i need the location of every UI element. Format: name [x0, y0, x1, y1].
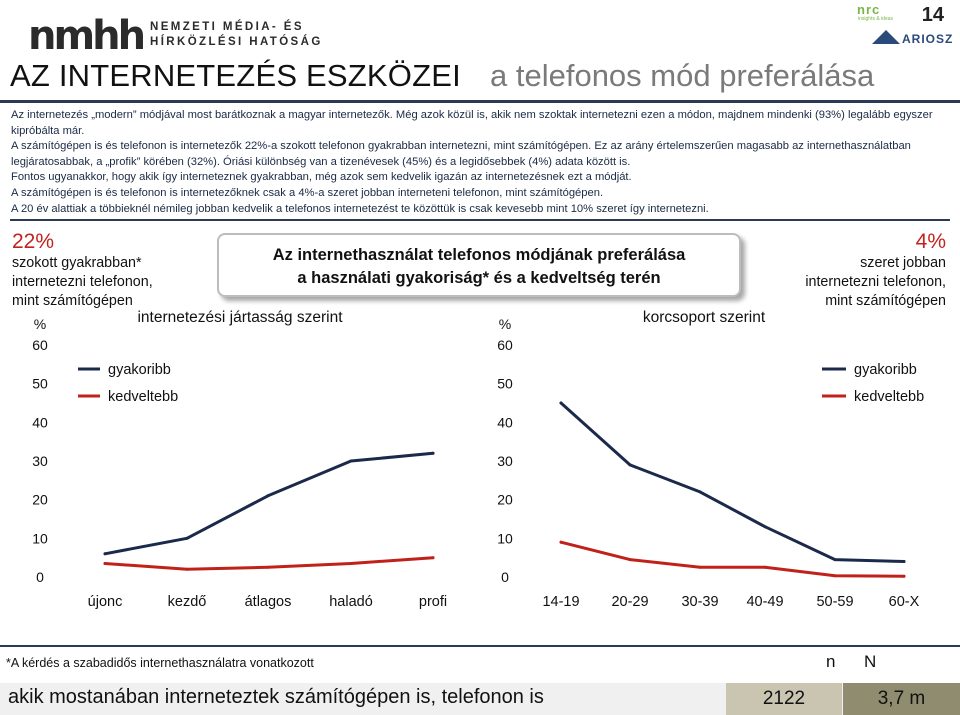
right-stat-value: 4%: [915, 230, 946, 253]
y-tick-label: 40: [32, 414, 48, 431]
legend-label-kedveltebb: kedveltebb: [108, 389, 179, 405]
x-category-label: újonc: [87, 594, 123, 610]
x-category-label: haladó: [329, 594, 373, 610]
ariosz-logo-icon: [872, 30, 900, 44]
left-stat-line-2: internetezni telefonon,: [12, 274, 153, 290]
right-stat-line-3: mint számítógépen: [825, 293, 946, 309]
y-axis-unit-label: %: [33, 316, 47, 332]
data-point-gyakoribb: [104, 552, 107, 555]
y-tick-label: 40: [497, 414, 513, 431]
description-para-1: Az internetezés „modern” módjával most barátkoznak a magyar internetezők. Még azok közül is, akik nem szoktak internetezni ezen a módon, majdnem mindenki (93%) legalább egyszer kipróbálta már.: [11, 109, 933, 137]
right-stat: [805, 230, 946, 311]
x-category-label: átlagos: [244, 594, 292, 610]
description-para-4: A számítógépen is és telefonon is internetezőknek csak a 4%-a szeret jobban interneteni telefonon, mint számítógépen.: [11, 186, 604, 199]
chart-heading-box: [217, 233, 741, 297]
title-divider: [0, 100, 960, 103]
y-tick-label: 50: [497, 375, 513, 392]
data-point-kedveltebb: [560, 541, 563, 544]
nrc-logo-sub: insights & ideas: [858, 16, 894, 22]
data-point-kedveltebb: [629, 558, 632, 561]
chart-experience: [32, 309, 447, 610]
page-number: 14: [921, 4, 944, 26]
population-N-label: N: [864, 652, 877, 671]
nrc-logo: nrc: [857, 2, 881, 17]
y-tick-label: 20: [497, 491, 513, 508]
data-point-kedveltebb: [432, 556, 435, 559]
description-para-5: A 20 év alattiak a többieknél némileg jobban kedvelik a telefonos internetezést te közöttük is csak kevesebb mint 10% szeret így internetezni.: [11, 202, 709, 215]
data-point-kedveltebb: [186, 568, 189, 571]
page-title: AZ INTERNETEZÉS ESZKÖZEI: [10, 58, 461, 93]
data-point-gyakoribb: [699, 490, 702, 493]
footnote: *A kérdés a szabadidős internethasználatra vonatkozott: [6, 656, 314, 670]
x-category-label: 60-X: [888, 594, 920, 610]
legend-label-gyakoribb: gyakoribb: [854, 362, 917, 378]
description-divider: [10, 219, 950, 221]
data-point-gyakoribb: [267, 494, 270, 497]
charts-canvas: [0, 300, 960, 620]
data-point-gyakoribb: [903, 560, 906, 563]
left-stat-line-1: szokott gyakrabban*: [12, 255, 142, 271]
chart-heading-line-2: a használati gyakoriság* és a kedveltség terén: [297, 269, 661, 287]
logo-line-2: HÍRKÖZLÉSI HATÓSÁG: [150, 36, 323, 48]
data-point-kedveltebb: [267, 566, 270, 569]
ariosz-logo: ARIOSZ: [902, 32, 954, 46]
data-point-kedveltebb: [699, 566, 702, 569]
x-category-label: profi: [418, 594, 448, 610]
y-tick-label: 20: [32, 491, 48, 508]
y-tick-label: 10: [497, 530, 513, 547]
x-category-label: 40-49: [746, 594, 784, 610]
data-point-kedveltebb: [764, 566, 767, 569]
description-para-2: A számítógépen is és telefonon is internetezők 22%-a szokott telefonon gyakrabban internetezni, mint számítógépen. Ez az arány értelemszerűen magasabb az internethasználatban legjáratosabbak, a „profik” körében (32%). Óriási különbség van a tizenévesek (45%) és a legidősebbek (4%) adata között is.: [11, 140, 911, 168]
sample-n-value: 2122: [726, 683, 842, 715]
left-stat-line-3: mint számítógépen: [12, 293, 133, 309]
footer-divider: [0, 645, 960, 647]
x-category-label: 30-39: [681, 594, 719, 610]
data-point-gyakoribb: [764, 525, 767, 528]
data-point-gyakoribb: [186, 537, 189, 540]
y-tick-label: 50: [32, 375, 48, 392]
chart-age-group: [497, 309, 924, 610]
description-text: [11, 108, 951, 217]
left-stat-value: 22%: [12, 230, 55, 253]
x-category-label: 50-59: [816, 594, 854, 610]
y-tick-label: 0: [501, 569, 509, 585]
data-point-kedveltebb: [104, 562, 107, 565]
right-stat-line-1: szeret jobban: [860, 255, 946, 271]
base-description: akik mostanában interneteztek számítógépen is, telefonon is: [8, 686, 544, 708]
left-stat: [12, 230, 153, 311]
y-tick-label: 60: [497, 337, 513, 353]
nmhh-logo: nmhh: [28, 13, 144, 59]
right-stat-line-2: internetezni telefonon,: [805, 274, 946, 290]
data-point-gyakoribb: [350, 460, 353, 463]
x-category-label: 14-19: [542, 594, 580, 610]
data-point-kedveltebb: [903, 575, 906, 578]
data-point-gyakoribb: [432, 452, 435, 455]
data-point-gyakoribb: [560, 402, 563, 405]
y-tick-label: 60: [32, 337, 48, 353]
series-line-gyakoribb: [561, 403, 904, 562]
data-point-kedveltebb: [834, 574, 837, 577]
x-category-label: kezdő: [167, 594, 207, 610]
chart-heading-line-1: Az internethasználat telefonos módjának preferálása: [272, 246, 686, 264]
y-tick-label: 10: [32, 530, 48, 547]
data-point-gyakoribb: [834, 558, 837, 561]
legend-label-kedveltebb: kedveltebb: [854, 389, 925, 405]
y-tick-label: 0: [36, 569, 44, 585]
description-para-3: Fontos ugyanakkor, hogy akik így interneteznek gyakrabban, még azok sem kedvelik igazán az internetezésnek ezt a módját.: [11, 171, 632, 184]
legend-label-gyakoribb: gyakoribb: [108, 362, 171, 378]
y-axis-unit-label: %: [498, 316, 512, 332]
y-tick-label: 30: [497, 453, 513, 469]
series-line-gyakoribb: [105, 453, 433, 554]
logo-line-1: NEMZETI MÉDIA- ÉS: [150, 21, 304, 33]
data-point-gyakoribb: [629, 463, 632, 466]
page-subtitle: a telefonos mód preferálása: [490, 58, 875, 93]
chart-title: korcsoport szerint: [642, 309, 766, 326]
nmhh-logo-text: [150, 20, 323, 50]
y-tick-label: 30: [32, 453, 48, 469]
population-N-value: 3,7 m: [843, 683, 960, 715]
x-category-label: 20-29: [611, 594, 649, 610]
data-point-kedveltebb: [350, 562, 353, 565]
sample-n-label: n: [826, 652, 836, 671]
chart-title: internetezési jártasság szerint: [137, 309, 343, 326]
